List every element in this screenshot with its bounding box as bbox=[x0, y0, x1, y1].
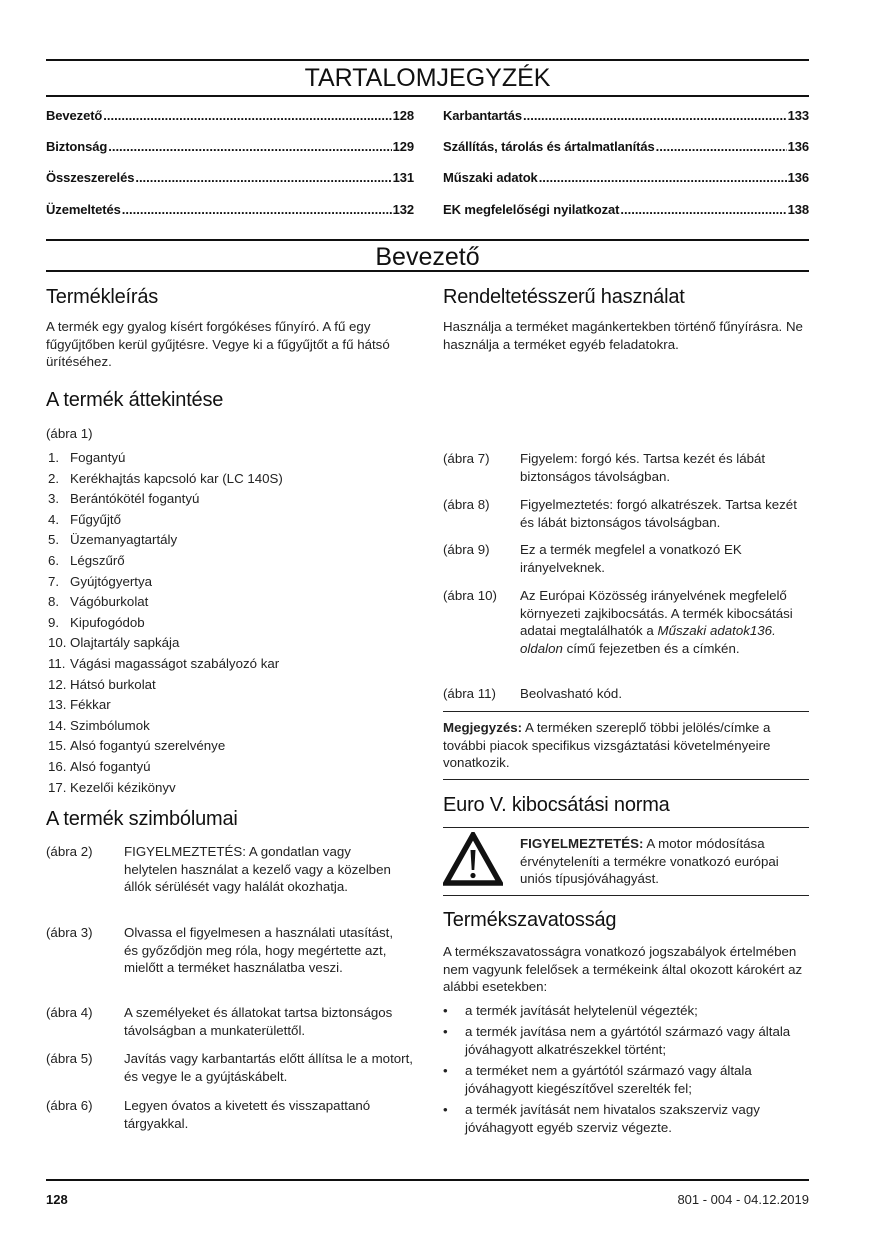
symbol-row bbox=[46, 843, 416, 913]
toc-entry-page: 131 bbox=[392, 170, 414, 185]
toc-leader-dots bbox=[620, 202, 786, 217]
bullet-icon: • bbox=[443, 1102, 448, 1117]
list-item: 14. Szimbólumok bbox=[48, 717, 150, 733]
symbol-description: Ez a termék megfelel a vonatkozó EK irányelveknek. bbox=[520, 542, 742, 575]
bullet-icon: • bbox=[443, 1063, 448, 1078]
figure-ref: (ábra 5) bbox=[46, 1051, 93, 1066]
symbol-description: A személyeket és állatokat tartsa biztonságos távolságban a munkaterülettől. bbox=[124, 1005, 393, 1038]
figure-ref: (ábra 11) bbox=[443, 686, 496, 701]
list-item: 10. Olajtartály sapkája bbox=[48, 635, 180, 651]
symbol-description: Beolvasható kód. bbox=[520, 686, 623, 701]
toc-entry-label: Összeszerelés bbox=[46, 170, 135, 185]
note-label: Megjegyzés: bbox=[443, 720, 523, 735]
figure-ref: (ábra 2) bbox=[46, 844, 93, 859]
figure-ref: (ábra 8) bbox=[443, 497, 490, 512]
symbol-description: Figyelem: forgó kés. Tartsa kezét és lábát biztonságos távolságban. bbox=[520, 451, 766, 484]
toc-top-rule bbox=[46, 59, 809, 61]
toc-entry-page: 128 bbox=[392, 108, 414, 123]
toc-leader-dots bbox=[108, 139, 391, 154]
list-item: 7. Gyújtógyertya bbox=[48, 573, 153, 589]
section-heading-overview: A termék áttekintése bbox=[46, 389, 224, 411]
figure-ref: (ábra 7) bbox=[443, 451, 490, 466]
list-item: 8. Vágóburkolat bbox=[48, 594, 149, 610]
toc-entry-biztonsag[interactable] bbox=[46, 139, 414, 157]
bullet-icon: • bbox=[443, 1024, 448, 1039]
note-top-rule bbox=[443, 711, 809, 712]
toc-leader-dots bbox=[656, 139, 787, 154]
symbol-row bbox=[46, 1050, 416, 1086]
toc-entry-label: EK megfelelőségi nyilatkozat bbox=[443, 202, 620, 217]
list-item: 3. Berántókötél fogantyú bbox=[48, 491, 200, 507]
figure-ref: (ábra 6) bbox=[46, 1098, 93, 1113]
symbol-description: FIGYELMEZTETÉS: A gondatlan vagy helytelen használat a kezelő vagy a közelben állók sérülését vagy halálát okozhatja. bbox=[124, 844, 391, 894]
figure-ref: (ábra 10) bbox=[443, 588, 497, 603]
note-text: Megjegyzés: A terméken szereplő többi jelölés/címke a további piacok specifikus vizsgáztatási követelményeire vonatkozik. bbox=[443, 720, 771, 770]
toc-entry-label: Üzemeltetés bbox=[46, 202, 121, 217]
section-heading-symbols: A termék szimbólumai bbox=[46, 808, 238, 830]
toc-entry-label: Biztonság bbox=[46, 139, 108, 154]
toc-entry-page: 129 bbox=[392, 139, 414, 154]
warning-label: FIGYELMEZTETÉS: bbox=[520, 836, 644, 851]
toc-entry-page: 138 bbox=[787, 202, 809, 217]
symbol-description: Figyelmeztetés: forgó alkatrészek. Tartsa kezét és lábát biztonságos távolságban. bbox=[520, 497, 797, 530]
toc-entry-osszeszereles[interactable] bbox=[46, 170, 414, 188]
section-heading-product-description: Termékleírás bbox=[46, 286, 159, 308]
toc-entry-page: 136 bbox=[787, 139, 809, 154]
toc-entry-muszaki-adatok[interactable] bbox=[443, 170, 809, 188]
product-description-text: A termék egy gyalog kísért forgókéses fűnyíró. A fű egy fűgyűjtőben kerül gyűjtésre. Vegye ki a fűgyűjtőt a fű hátsó ürítéséhez. bbox=[46, 319, 390, 369]
toc-entry-page: 132 bbox=[392, 202, 414, 217]
intended-use-text: Használja a terméket magánkertekben történő fűnyírásra. Ne használja a terméket egyéb feladatokra. bbox=[443, 319, 803, 352]
list-item: 1. Fogantyú bbox=[48, 450, 126, 465]
symbol-description: Legyen óvatos a kivetett és visszapattanó tárgyakkal. bbox=[124, 1098, 371, 1131]
list-item: 16. Alsó fogantyú bbox=[48, 759, 151, 774]
list-item: 5. Üzemanyagtartály bbox=[48, 532, 178, 548]
toc-entry-label: Műszaki adatok bbox=[443, 170, 538, 185]
toc-leader-dots bbox=[523, 108, 787, 123]
list-item: 11. Vágási magasságot szabályozó kar bbox=[48, 656, 280, 671]
symbol-row bbox=[46, 1097, 416, 1133]
list-item: 13. Fékkar bbox=[48, 697, 111, 713]
figure-ref: (ábra 3) bbox=[46, 925, 93, 940]
toc-bottom-rule bbox=[46, 95, 809, 97]
toc-entry-label: Karbantartás bbox=[443, 108, 522, 123]
figure-ref: (ábra 9) bbox=[443, 542, 490, 557]
toc-entry-bevezeto[interactable] bbox=[46, 108, 414, 126]
symbol-description: Az Európai Közösség irányelvének megfelelő környezeti zajkibocsátás. A termék kibocsátási adatai megtalálhatók a Műszaki adatok136. oldalon című fejezetben és a címkén. bbox=[520, 588, 793, 656]
toc-entry-label: Bevezető bbox=[46, 108, 103, 123]
list-item: 6. Légszűrő bbox=[48, 553, 125, 568]
symbol-description: Olvassa el figyelmesen a használati utasítást, és győződjön meg róla, hogy megértette azt, mielőtt a terméket használatba veszi. bbox=[124, 925, 394, 975]
technical-data-link[interactable]: Műszaki adatok136. oldalon bbox=[520, 623, 776, 656]
figure-ref: (ábra 4) bbox=[46, 1005, 93, 1020]
note-bottom-rule bbox=[443, 779, 809, 780]
bullet-icon: • bbox=[443, 1003, 448, 1018]
page-number: 128 bbox=[46, 1192, 68, 1207]
symbol-description: Javítás vagy karbantartás előtt állítsa le a motort, és vegye le a gyújtáskábelt. bbox=[124, 1051, 413, 1084]
toc-entry-karbantartas[interactable] bbox=[443, 108, 809, 126]
symbol-row bbox=[46, 924, 416, 994]
list-item: 9. Kipufogódob bbox=[48, 614, 145, 630]
toc-leader-dots bbox=[103, 108, 391, 123]
toc-leader-dots bbox=[135, 170, 391, 185]
footer-rule bbox=[46, 1179, 809, 1181]
section-heading-euro5: Euro V. kibocsátási norma bbox=[443, 794, 670, 816]
toc-leader-dots bbox=[122, 202, 392, 217]
toc-entry-page: 133 bbox=[787, 108, 809, 123]
symbol-row bbox=[443, 496, 809, 532]
toc-entry-label: Szállítás, tárolás és ártalmatlanítás bbox=[443, 139, 655, 154]
toc-entry-page: 136 bbox=[787, 170, 809, 185]
symbol-row bbox=[443, 685, 809, 703]
warning-top-rule bbox=[443, 827, 809, 828]
section-heading-liability: Termékszavatosság bbox=[443, 909, 617, 931]
symbol-row bbox=[443, 587, 809, 677]
toc-title: TARTALOMJEGYZÉK bbox=[304, 64, 551, 92]
euro5-warning-text: FIGYELMEZTETÉS: A motor módosítása érvényteleníti a termékre vonatkozó európai uniós típusjóváhagyást. bbox=[520, 836, 779, 886]
symbol-row bbox=[46, 1004, 416, 1040]
chapter-top-rule bbox=[46, 239, 809, 241]
list-item: 12. Hátsó burkolat bbox=[48, 676, 156, 692]
toc-entry-szallitas[interactable] bbox=[443, 139, 809, 157]
overview-figure-ref: (ábra 1) bbox=[46, 426, 93, 441]
chapter-title: Bevezető bbox=[375, 243, 480, 271]
warning-bottom-rule bbox=[443, 895, 809, 896]
symbol-row bbox=[443, 450, 809, 486]
toc-entry-ek-nyilatkozat[interactable] bbox=[443, 202, 809, 220]
list-item: 4. Fűgyűjtő bbox=[48, 511, 121, 527]
toc-entry-uzemeltetes[interactable] bbox=[46, 202, 414, 220]
symbol-row bbox=[443, 541, 809, 577]
document-code: 801 - 004 - 04.12.2019 bbox=[677, 1192, 809, 1207]
section-heading-intended-use: Rendeltetésszerű használat bbox=[443, 286, 685, 308]
list-item: 15. Alsó fogantyú szerelvénye bbox=[48, 738, 226, 754]
list-item: 2. Kerékhajtás kapcsoló kar (LC 140S) bbox=[48, 470, 283, 486]
chapter-bottom-rule bbox=[46, 270, 809, 272]
toc-leader-dots bbox=[539, 170, 787, 185]
list-item: 17. Kezelői kézikönyv bbox=[48, 779, 176, 795]
warning-triangle-icon bbox=[443, 832, 503, 886]
liability-intro: A termékszavatosságra vonatkozó jogszabályok értelmében nem vagyunk felelősek a termékeink által okozott károkért az alábbi esetekben: bbox=[443, 944, 803, 994]
